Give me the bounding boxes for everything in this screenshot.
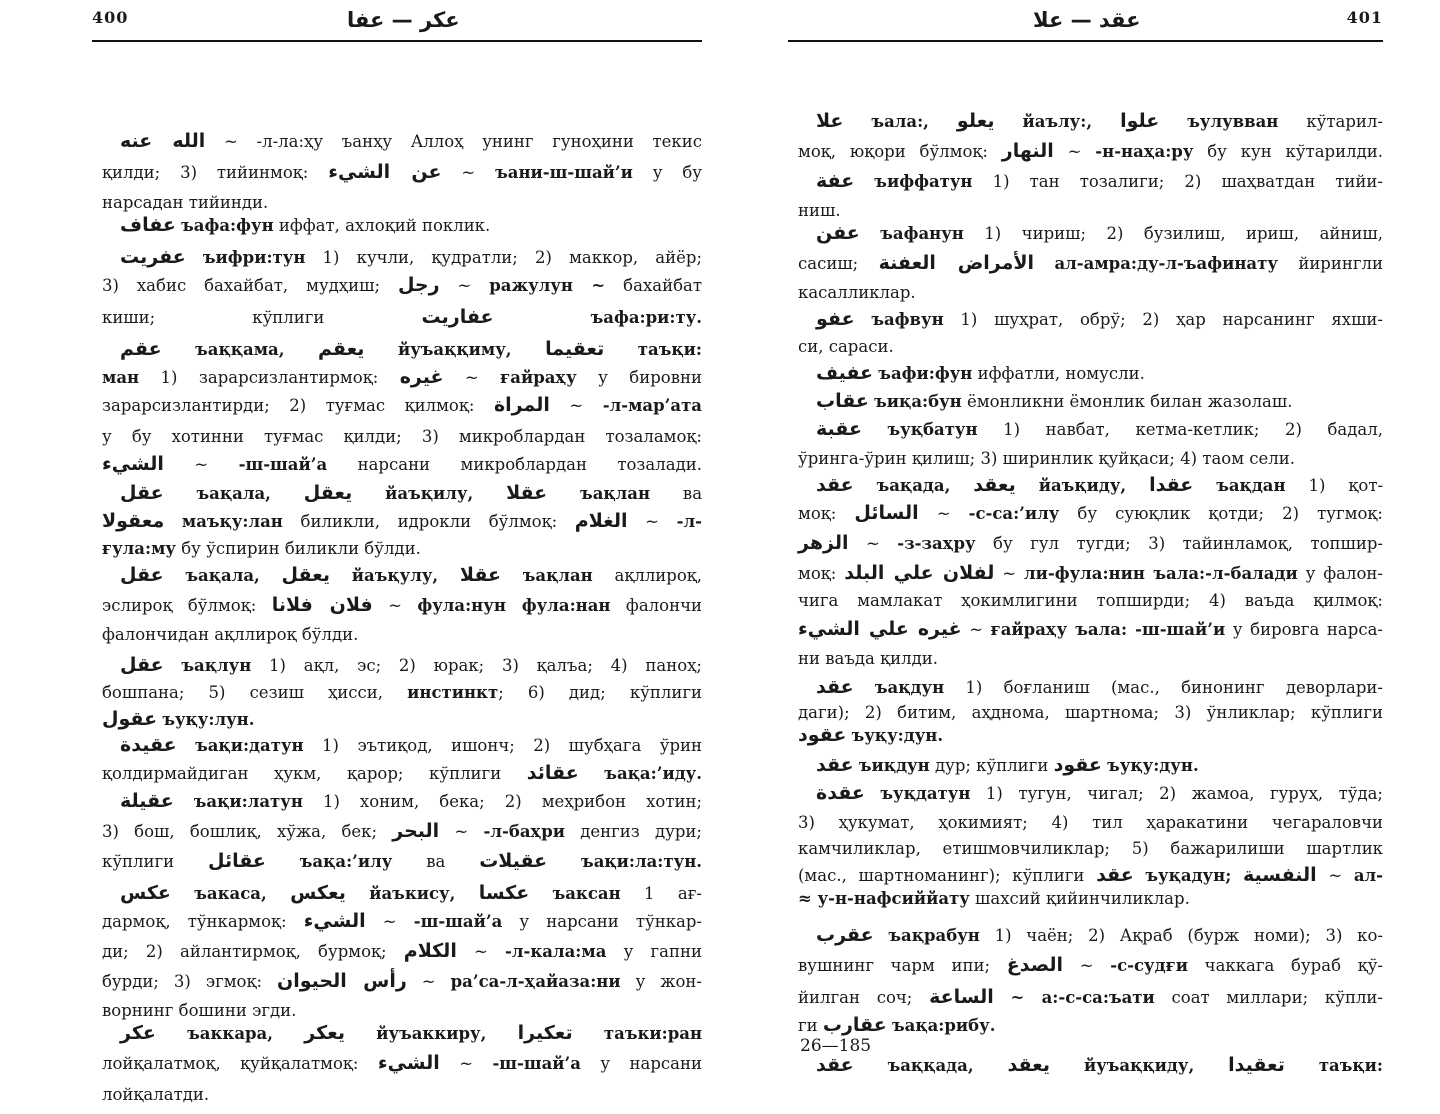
arabic-headword: عقلا xyxy=(506,482,548,504)
text-line: у бу хотинни туғмас қилди; 3) микроблардан тозаламоқ: xyxy=(102,427,702,446)
transliteration: ъани-ш-шай’и xyxy=(495,163,633,182)
arabic-headword: يعلو xyxy=(956,110,995,132)
transliteration: ъуқу:дун. xyxy=(851,726,944,745)
text-line: касалликлар. xyxy=(798,283,916,302)
text-line: عفو ъафвун 1) шуҳрат, обрў; 2) ҳар нарсанинг яхши- xyxy=(816,308,1383,330)
printer-signature: 26—185 xyxy=(800,1036,872,1056)
text-line: бурди; 3) эгмоқ: رأس الحيوان ~ ра’са-л-ҳайаза:ни у жон- xyxy=(102,970,702,992)
text-line: йилган соч; الساعة ~ а:-с-са:ъати соат миллари; кўпли- xyxy=(798,986,1384,1008)
text-line: зарарсизлантирди; 2) туғмас қилмоқ: المراة ~ -л-мар’ата xyxy=(102,394,702,416)
transliteration: ли-фула:нин ъала:-л-балади xyxy=(1023,564,1298,583)
arabic-headword: تعقيدا xyxy=(1228,1054,1285,1076)
text-line: фалончидан ақллироқ бўлди. xyxy=(102,625,359,644)
text-line: чига мамлакат ҳокимлигини топширди; 4) ваъда қилмоқ: xyxy=(798,591,1383,610)
arabic-headword: الشيء xyxy=(377,1052,440,1074)
arabic-headword: علوا xyxy=(1120,110,1160,132)
transliteration: ъиффатун xyxy=(874,172,973,191)
text-line: қилди; 3) тийинмоқ: عن الشيء ~ ъани-ш-шай’и у бу xyxy=(102,161,703,183)
arabic-headword: عقيلات xyxy=(479,850,548,872)
arabic-headword: رأس الحيوان xyxy=(277,970,407,992)
transliteration: йаъқулу, xyxy=(351,566,439,585)
arabic-headword: غيره علي الشيء xyxy=(798,618,962,640)
arabic-headword: يعقم xyxy=(318,338,365,360)
header-rule xyxy=(788,40,1383,42)
arabic-headword: يعقد xyxy=(973,474,1016,496)
transliteration: -ш-шай’а xyxy=(238,455,328,474)
text-line: лойқалатди. xyxy=(102,1085,210,1104)
arabic-headword: عفو xyxy=(816,308,855,330)
arabic-headword: تعكيرا xyxy=(517,1022,573,1044)
running-head: عقد — علا xyxy=(1033,8,1141,32)
text-line: ворнинг бошини эгди. xyxy=(102,1001,297,1020)
transliteration: йаълу:, xyxy=(1022,112,1093,131)
transliteration: ъуқу:дун. xyxy=(1107,756,1199,775)
transliteration: ъиқдун xyxy=(858,756,930,775)
text-line: даги); 2) битим, аҳднома, шартнома; 3) ўнликлар; кўплиги xyxy=(798,703,1383,722)
transliteration: ъала:, xyxy=(871,112,929,131)
arabic-headword: عقاب xyxy=(816,390,869,412)
text-line: عقل ъақлун 1) ақл, эс; 2) юрак; 3) қалъа; 4) паноҳ; xyxy=(120,654,702,676)
transliteration: ғула:му xyxy=(102,539,176,558)
text-line: عقد ъиқдун дур; кўплиги عقود ъуқу:дун. xyxy=(816,754,1199,776)
text-line: عقدة ъуқдатун 1) тугун, чигал; 2) жамоа, гуруҳ, тўда; xyxy=(816,782,1383,804)
arabic-headword: علا xyxy=(816,110,844,132)
arabic-headword: عقد xyxy=(816,474,854,496)
text-line: 3) бош, бошлиқ, хўжа, бек; البحر ~ -л-баҳри денгиз дури; xyxy=(102,820,702,842)
transliteration: -с-судғи xyxy=(1110,956,1188,975)
text-line: 3) хабис бахайбат, мудҳиш; رجل ~ ражулун ~ бахайбат xyxy=(102,274,702,296)
text-line: ниш. xyxy=(798,201,841,220)
transliteration: ъақрабун xyxy=(888,926,980,945)
arabic-headword: عقل xyxy=(120,564,164,586)
transliteration: ъафвун xyxy=(871,310,944,329)
transliteration: -ш-шай’а xyxy=(413,912,503,931)
text-line: ди; 2) айлантирмоқ, бурмоқ; الكلام ~ -л-кала:ма у гапни xyxy=(102,940,702,962)
transliteration: ъақи:ла:тун. xyxy=(581,852,703,871)
text-line xyxy=(798,720,1383,750)
text-line: عقرب ъақрабун 1) чаён; 2) Ақраб (бурж номи); 3) ко- xyxy=(816,924,1384,946)
transliteration: ъақи:латун xyxy=(193,792,303,811)
text-line: علا ъала:, يعلو йаълу:, علوا ъулувван кўтарил- xyxy=(816,110,1383,132)
arabic-headword: الشيء xyxy=(102,453,164,475)
arabic-headword: عقد xyxy=(816,676,854,698)
transliteration: ъақлан xyxy=(522,566,593,585)
transliteration: -з-заҳру xyxy=(897,534,976,553)
arabic-headword: عكسا xyxy=(478,882,530,904)
arabic-headword: عقبة xyxy=(816,418,862,440)
transliteration: ъуқбатун xyxy=(887,420,978,439)
text-line: ни ваъда қилди. xyxy=(798,649,938,668)
transliteration: ал- xyxy=(1353,866,1384,885)
text-line xyxy=(816,1050,1383,1080)
transliteration: йаъқилу, xyxy=(385,484,474,503)
arabic-headword: الساعة xyxy=(929,986,994,1008)
transliteration: ъуқу:лун. xyxy=(162,710,255,729)
text-line: вушнинг чарм ипи; الصدغ ~ -с-судғи чаккага бураб қў- xyxy=(798,954,1383,976)
text-line: кўплиги عقائل ъақа:’илу ва عقيلات ъақи:ла:тун. xyxy=(102,850,703,872)
arabic-headword: عفريت xyxy=(120,246,186,268)
arabic-headword: عكس xyxy=(120,882,171,904)
transliteration: ъифри:тун xyxy=(202,248,306,267)
arabic-headword: السائل xyxy=(854,502,919,524)
transliteration: йаъқиду, xyxy=(1038,476,1127,495)
arabic-headword: عكر xyxy=(120,1022,156,1044)
arabic-headword: عقيلة xyxy=(120,790,174,812)
arabic-headword: رجل xyxy=(397,274,440,296)
arabic-headword: الغلام xyxy=(574,510,628,532)
arabic-headword: معقولا xyxy=(102,510,165,532)
transliteration: ъуқадун; xyxy=(1145,866,1232,885)
text-line: дармоқ, тўнкармоқ: الشيء ~ -ш-шай’а у нарсани тўнкар- xyxy=(102,910,702,932)
transliteration: ъақдун xyxy=(874,678,945,697)
text-line: 3) ҳукумат, ҳокимият; 4) тил ҳаракатини чегараловчи xyxy=(798,813,1383,832)
text-line: лойқалатмоқ, қуйқалатмоқ: الشيء ~ -ш-шай’а у нарсани xyxy=(102,1052,702,1074)
text-line: عفريت ъифри:тун 1) кучли, қудратли; 2) маккор, айёр; xyxy=(120,246,702,268)
arabic-headword: عقود xyxy=(1053,754,1102,776)
right-page-header xyxy=(788,0,1383,46)
arabic-headword: عقدا xyxy=(1149,474,1194,496)
transliteration: ъаққада, xyxy=(887,1056,974,1075)
transliteration: ~ а:-с-са:ъати xyxy=(1010,988,1155,1007)
arabic-headword: عقل xyxy=(120,654,164,676)
arabic-headword: عفيف xyxy=(816,362,874,384)
arabic-headword: عفاف xyxy=(120,214,176,236)
transliteration: таъки:ран xyxy=(603,1024,703,1043)
transliteration: ал-амра:ду-л-ъафинату xyxy=(1054,254,1278,273)
transliteration: ъақлан xyxy=(580,484,651,503)
arabic-headword: فلان فلانا xyxy=(271,594,373,616)
text-line: ≈ у-н-нафсиййату шахсий қийинчиликлар. xyxy=(798,889,1190,908)
arabic-headword: النهار xyxy=(1001,140,1054,162)
transliteration: -ш-шай’а xyxy=(492,1054,581,1073)
transliteration: ъақа:’иду. xyxy=(604,764,702,783)
text-line: си, сараси. xyxy=(798,337,894,356)
text-line: عقيلة ъақи:латун 1) хоним, бека; 2) меҳрибон хотин; xyxy=(120,790,702,812)
text-line: عفيف ъафи:фун иффатли, номусли. xyxy=(816,362,1145,384)
text-line: عفة ъиффатун 1) тан тозалиги; 2) шаҳватдан тийи- xyxy=(816,170,1383,192)
arabic-headword: عقود xyxy=(798,724,847,746)
transliteration: ра’са-л-ҳайаза:ни xyxy=(450,972,621,991)
text-line: ги عقارب ъақа:рибу. xyxy=(798,1014,996,1036)
text-line: моқ: لفلان علي البلد ~ ли-фула:нин ъала:-л-балади у фалон- xyxy=(798,562,1383,584)
arabic-headword: عقد xyxy=(816,1054,854,1076)
page-number: 400 xyxy=(92,8,129,27)
transliteration: инстинкт xyxy=(407,683,499,702)
transliteration: -л-кала:ма xyxy=(505,942,607,961)
text-line: عقيدة ъақи:датун 1) эътиқод, ишонч; 2) шубҳага ўрин xyxy=(120,734,703,756)
text-line xyxy=(120,334,702,364)
arabic-headword: لفلان علي البلد xyxy=(844,562,995,584)
text-line: (мас., шартноманинг); кўплиги عقد ъуқадун; النفسية ~ ал- xyxy=(798,864,1384,886)
transliteration: фула:нун фула:нан xyxy=(417,596,611,615)
transliteration: ъаксан xyxy=(552,884,621,903)
text-line: عقد ъақада, يعقد йаъқиду, عقدا ъақдан 1) қот- xyxy=(816,474,1384,496)
text-line: عقد ъақдун 1) боғланиш (мас., бинонинг деворлари- xyxy=(816,676,1383,698)
transliteration: ғайраҳу xyxy=(500,368,577,387)
transliteration: ъақлун xyxy=(181,656,252,675)
transliteration: ъулувван xyxy=(1187,112,1279,131)
arabic-headword: النفسية xyxy=(1242,864,1317,886)
text-line: киши; кўплиги عفاريت ъафа:ри:ту. xyxy=(102,306,703,328)
arabic-headword: الصدغ xyxy=(1006,954,1064,976)
text-line: эслироқ бўлмоқ: فلان فلانا ~ фула:нун фула:нан фалончи xyxy=(102,594,702,616)
transliteration: -л- xyxy=(676,512,702,531)
text-line: غيره علي الشيء ~ ғайраҳу ъала: -ш-шай’и у бировга нарса- xyxy=(798,618,1383,640)
arabic-headword: يعقد xyxy=(1007,1054,1051,1076)
arabic-headword: عقائل xyxy=(208,850,266,872)
transliteration: йуъаққиду, xyxy=(1083,1056,1195,1075)
transliteration: йуъаккиру, xyxy=(376,1024,487,1043)
page-number: 401 xyxy=(1346,8,1383,27)
transliteration: йуъаққиму, xyxy=(397,340,512,359)
transliteration: ъақала, xyxy=(196,484,271,503)
text-line: عقبة ъуқбатун 1) навбат, кетма-кетлик; 2) бадал, xyxy=(816,418,1383,440)
text-line: عقل ъақала, يعقل йаъқулу, عقلا ъақлан ақллироқ, xyxy=(120,564,703,586)
arabic-headword: عن الشيء xyxy=(328,161,442,183)
arabic-headword: البحر xyxy=(392,820,440,842)
transliteration: ъуқдатун xyxy=(880,784,971,803)
text-line: عكس ъакаса, يعكس йаъкису, عكسا ъаксан 1 ағ- xyxy=(120,882,702,904)
arabic-headword: الكلام xyxy=(403,940,457,962)
arabic-headword: عقلا xyxy=(459,564,501,586)
transliteration: -с-са:’илу xyxy=(968,504,1060,523)
arabic-headword: يعكر xyxy=(304,1022,345,1044)
arabic-headword: يعكس xyxy=(290,882,346,904)
transliteration: ъафанун xyxy=(880,224,964,243)
arabic-headword: عقارب xyxy=(822,1014,887,1036)
transliteration: ъақада, xyxy=(876,476,951,495)
transliteration: ъақала, xyxy=(185,566,260,585)
arabic-headword: المراة xyxy=(493,394,550,416)
arabic-headword: عقول xyxy=(102,708,158,730)
arabic-headword: عفاريت xyxy=(421,306,494,328)
arabic-headword: عقرب xyxy=(816,924,874,946)
transliteration: -л-баҳри xyxy=(483,822,565,841)
transliteration: ≈ у-н-нафсиййату xyxy=(798,889,970,908)
text-line: ман 1) зарарсизлантирмоқ: غيره ~ ғайраҳу у бировни xyxy=(102,366,702,388)
right-page xyxy=(788,0,1384,1076)
text-line xyxy=(120,1018,702,1048)
text-line: нарсадан тийинди. xyxy=(102,193,269,212)
running-head: عكر — عفا xyxy=(347,8,460,32)
arabic-headword: عفن xyxy=(816,222,860,244)
arabic-headword: تعقيما xyxy=(545,338,605,360)
arabic-headword: عقيدة xyxy=(120,734,177,756)
arabic-headword: الشيء xyxy=(303,910,366,932)
arabic-headword: الله عنه xyxy=(120,130,206,152)
text-line: моқ: السائل ~ -с-са:’илу бу суюқлик қотди; 2) тугмоқ: xyxy=(798,502,1383,524)
text-line: عقل ъақала, يعقل йаъқилу, عقلا ъақлан ва xyxy=(120,482,703,504)
arabic-headword: الزهر xyxy=(798,532,849,554)
text-line: معقولا маъқу:лан биликли, идрокли бўлмоқ: الغلام ~ -л- xyxy=(102,510,702,532)
arabic-headword: يعقل xyxy=(281,564,331,586)
transliteration: таъқи: xyxy=(1318,1056,1384,1075)
transliteration: -н-наҳа:ру xyxy=(1095,142,1194,161)
transliteration: ъафи:фун xyxy=(878,364,973,383)
header-rule xyxy=(92,40,702,42)
arabic-headword: غيره xyxy=(399,366,444,388)
transliteration: ъақдан xyxy=(1216,476,1286,495)
left-page xyxy=(92,0,703,1104)
transliteration: ражулун ~ xyxy=(489,276,606,295)
text-line: الشيء ~ -ш-шай’а нарсани микроблардан тозалади. xyxy=(102,453,702,475)
text-line: ўринга-ўрин қилиш; 3) ширинлик қуйқаси; 4) таом сели. xyxy=(798,449,1296,468)
transliteration: ъиқа:бун xyxy=(874,392,962,411)
transliteration: -л-мар’ата xyxy=(602,396,702,415)
arabic-headword: يعقل xyxy=(303,482,353,504)
text-line: عفاف ъафа:фун иффат, ахлоқий поклик. xyxy=(120,214,491,236)
transliteration: ъакаса, xyxy=(194,884,267,903)
transliteration: ъақи:датун xyxy=(195,736,304,755)
transliteration: ъақа:’илу xyxy=(299,852,393,871)
transliteration: ъақа:рибу. xyxy=(891,1016,996,1035)
transliteration: ъафа:ри:ту. xyxy=(590,308,703,327)
text-line: الزهر ~ -з-заҳру бу гул тугди; 3) тайинламоқ, топшир- xyxy=(798,532,1383,554)
left-page-header xyxy=(92,0,702,46)
arabic-headword: عقد xyxy=(816,754,854,776)
arabic-headword: عفة xyxy=(816,170,855,192)
text-line: ғула:му бу ўспирин биликли бўлди. xyxy=(102,539,421,558)
transliteration: ъаққама, xyxy=(195,340,285,359)
text-line: бошпана; 5) сезиш ҳисси, инстинкт; 6) дид; кўплиги xyxy=(102,683,702,702)
arabic-headword: عقائد xyxy=(526,762,579,784)
arabic-headword: عقدة xyxy=(816,782,865,804)
transliteration: ъафа:фун xyxy=(181,216,274,235)
text-line: عفن ъафанун 1) чириш; 2) бузилиш, ириш, айниш, xyxy=(816,222,1383,244)
text-line: عقاب ъиқа:бун ёмонликни ёмонлик билан жазолаш. xyxy=(816,390,1293,412)
text-line: камчиликлар, етишмовчиликлар; 5) бажарилиши шартлик xyxy=(798,839,1383,858)
text-line: моқ, юқори бўлмоқ: النهار ~ -н-наҳа:ру бу кун кўтарилди. xyxy=(798,140,1383,162)
transliteration: йаъкису, xyxy=(369,884,456,903)
text-line: сасиш; الأمراض العفنة ал-амра:ду-л-ъафинату йирингли xyxy=(798,252,1383,274)
transliteration: маъқу:лан xyxy=(181,512,283,531)
arabic-headword: عقل xyxy=(120,482,164,504)
transliteration: ман xyxy=(102,368,140,387)
transliteration: ъаккара, xyxy=(187,1024,273,1043)
arabic-headword: عقد xyxy=(1096,864,1134,886)
text-line: الله عنه ~ -л-ла:ҳу ъанҳу Аллоҳ унинг гуноҳини текис xyxy=(120,130,702,152)
arabic-headword: عقم xyxy=(120,338,162,360)
transliteration: ғайраҳу ъала: -ш-шай’и xyxy=(990,620,1226,639)
transliteration: таъқи: xyxy=(637,340,702,359)
arabic-headword: الأمراض العفنة xyxy=(878,252,1035,274)
text-line: қолдирмайдиган ҳукм, қарор; кўплиги عقائد ъақа:’иду. xyxy=(102,762,702,784)
